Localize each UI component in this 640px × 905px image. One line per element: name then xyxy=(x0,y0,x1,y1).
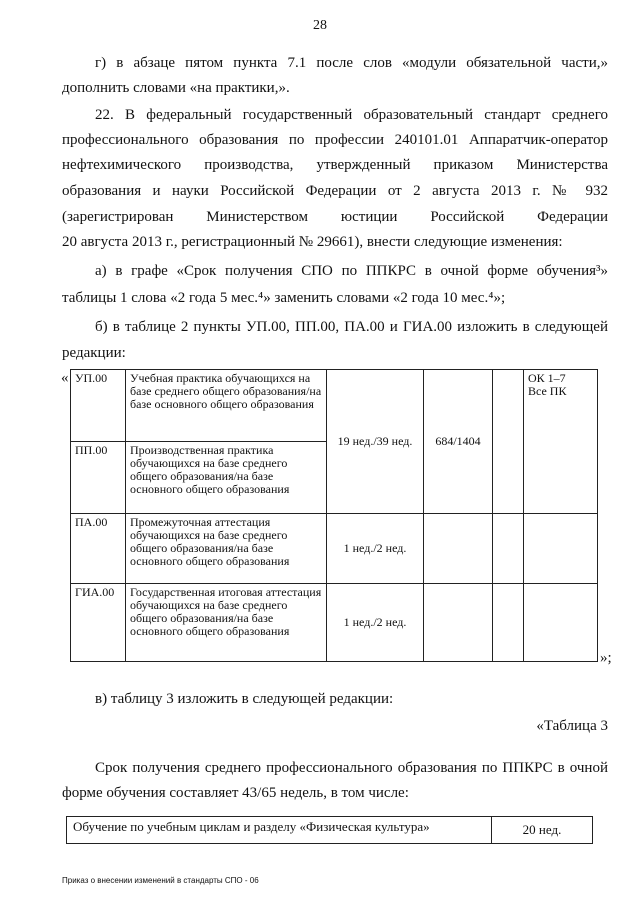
paragraph-22-line2: профессионального образования по профессии 240101.01 Аппаратчик-оператор xyxy=(62,132,608,148)
table-row xyxy=(71,514,598,584)
footer-note: Приказ о внесении изменений в стандарты СПО - 06 xyxy=(62,876,259,885)
paragraph-22-line4: образования и науки Российской Федерации от 2 августа 2013 г. № 932 xyxy=(62,183,608,199)
table2-close-quote: »; xyxy=(600,650,612,666)
empty-cell xyxy=(493,370,524,514)
paragraph-v: в) таблицу 3 изложить в следующей редакции: xyxy=(95,691,394,707)
paragraph-22-line5: (зарегистрирован Министерством юстиции Российской Федерации xyxy=(62,209,608,225)
row-weeks: 1 нед./2 нед. xyxy=(327,514,424,584)
paragraph-b-line1: б) в таблице 2 пункты УП.00, ПП.00, ПА.00 и ГИА.00 изложить в следующей xyxy=(95,319,608,335)
srok-line2: форме обучения составляет 43/65 недель, в том числе: xyxy=(62,785,409,801)
row-description: Государственная итоговая аттестация обучающихся на базе среднего общего образования/на базе основного общего образования xyxy=(126,584,327,662)
paragraph-b-line2: редакции: xyxy=(62,345,126,361)
paragraph-22-line1: 22. В федеральный государственный образовательный стандарт среднего xyxy=(95,107,608,123)
merged-hours: 684/1404 xyxy=(424,370,493,514)
row-weeks: 1 нед./2 нед. xyxy=(327,584,424,662)
empty-cell xyxy=(493,514,524,584)
row-code: ГИА.00 xyxy=(71,584,126,662)
row-description: Учебная практика обучающихся на базе среднего общего образования/на базе основного общего образования xyxy=(126,370,327,442)
paragraph-22-line6: 20 августа 2013 г., регистрационный № 29661), внести следующие изменения: xyxy=(62,234,563,250)
table-2-excerpt xyxy=(70,369,598,662)
table-row xyxy=(71,370,598,442)
table-row xyxy=(67,817,593,844)
merged-weeks: 19 нед./39 нед. xyxy=(327,370,424,514)
table3-label: «Таблица 3 xyxy=(536,718,608,734)
table-3-excerpt xyxy=(66,816,593,844)
empty-cell xyxy=(524,584,598,662)
paragraph-a-line1: а) в графе «Срок получения СПО по ППКРС в очной форме обучения³» xyxy=(95,263,608,279)
row-code: ПА.00 xyxy=(71,514,126,584)
row-description: Производственная практика обучающихся на базе среднего общего образования/на базе основного общего образования xyxy=(126,442,327,514)
empty-cell xyxy=(424,514,493,584)
empty-cell xyxy=(524,514,598,584)
row-code: ПП.00 xyxy=(71,442,126,514)
paragraph-a-line2: таблицы 1 слова «2 года 5 мес.⁴» заменить словами «2 года 10 мес.⁴»; xyxy=(62,290,506,306)
table3-row-label: Обучение по учебным циклам и разделу «Физическая культура» xyxy=(67,817,492,844)
table-row xyxy=(71,584,598,662)
table2-open-quote: « xyxy=(61,370,69,386)
competencies-pk: Все ПК xyxy=(528,384,567,398)
page-number: 28 xyxy=(313,18,327,33)
competencies-cell xyxy=(524,370,598,514)
row-code: УП.00 xyxy=(71,370,126,442)
paragraph-22-line3: нефтехимического производства, утвержденный приказом Министерства xyxy=(62,157,608,173)
paragraph-g-line1: г) в абзаце пятом пункта 7.1 после слов «модули обязательной части,» xyxy=(95,55,608,71)
paragraph-g-line2: дополнить словами «на практики,». xyxy=(62,80,290,96)
table3-row-value: 20 нед. xyxy=(492,817,593,844)
empty-cell xyxy=(424,584,493,662)
row-description: Промежуточная аттестация обучающихся на базе среднего общего образования/на базе основного общего образования xyxy=(126,514,327,584)
srok-line1: Срок получения среднего профессионального образования по ППКРС в очной xyxy=(95,760,608,776)
empty-cell xyxy=(493,584,524,662)
competencies-ok: ОК 1–7 xyxy=(528,371,566,385)
